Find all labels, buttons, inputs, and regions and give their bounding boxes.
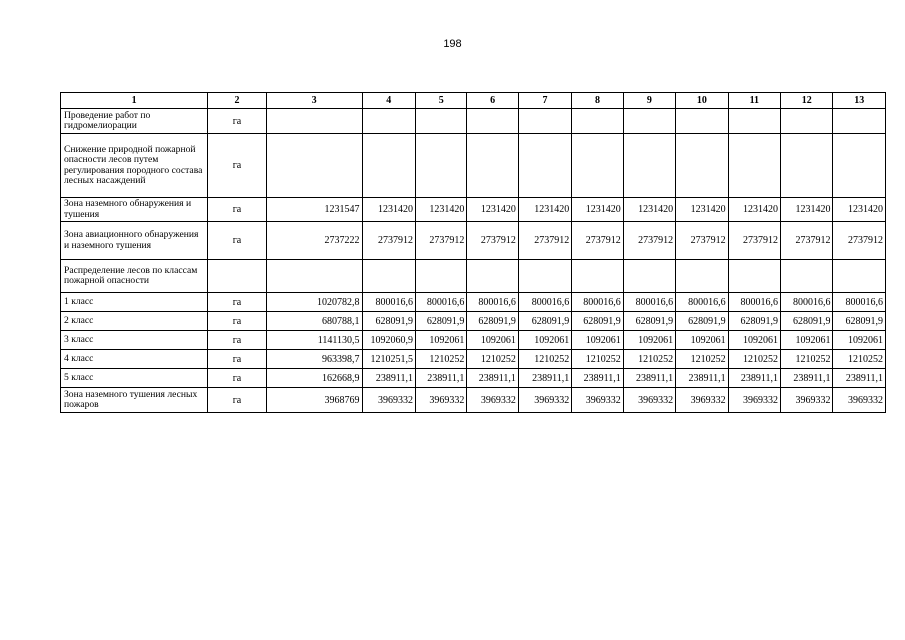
value-cell — [518, 109, 571, 134]
value-cell: 1231420 — [467, 198, 518, 222]
value-cell: 2737912 — [362, 222, 415, 260]
value-cell: 1210252 — [781, 350, 833, 369]
value-cell: 1210252 — [833, 350, 886, 369]
value-cell: 1210251,5 — [362, 350, 415, 369]
value-cell: 1092061 — [415, 331, 466, 350]
value-cell: 1231420 — [518, 198, 571, 222]
value-cell: 1231547 — [266, 198, 362, 222]
value-cell: 800016,6 — [728, 293, 780, 312]
value-cell: 3969332 — [781, 388, 833, 413]
value-cell: 3969332 — [467, 388, 518, 413]
value-cell — [781, 109, 833, 134]
value-cell: 800016,6 — [362, 293, 415, 312]
column-header-10: 10 — [676, 93, 728, 109]
value-cell: 1231420 — [833, 198, 886, 222]
value-cell: 162668,9 — [266, 369, 362, 388]
row-unit-cell: га — [208, 222, 266, 260]
value-cell — [676, 109, 728, 134]
value-cell — [676, 260, 728, 293]
value-cell — [266, 260, 362, 293]
value-cell: 1210252 — [728, 350, 780, 369]
value-cell: 1092061 — [676, 331, 728, 350]
column-header-13: 13 — [833, 93, 886, 109]
value-cell — [467, 109, 518, 134]
row-name-cell: 5 класс — [61, 369, 208, 388]
table-row — [61, 222, 886, 260]
value-cell — [623, 109, 675, 134]
row-name-cell: Зона наземного тушения лесных пожаров — [61, 388, 208, 413]
value-cell: 628091,9 — [728, 312, 780, 331]
value-cell: 1210252 — [623, 350, 675, 369]
value-cell: 1231420 — [781, 198, 833, 222]
value-cell — [728, 109, 780, 134]
row-name-cell: Распределение лесов по классам пожарной опасности — [61, 260, 208, 293]
value-cell: 963398,7 — [266, 350, 362, 369]
row-name-cell: Зона наземного обнаружения и тушения — [61, 198, 208, 222]
value-cell: 1092061 — [467, 331, 518, 350]
value-cell — [518, 260, 571, 293]
value-cell — [362, 134, 415, 198]
value-cell: 628091,9 — [518, 312, 571, 331]
column-header-3: 3 — [266, 93, 362, 109]
row-unit-cell: га — [208, 109, 266, 134]
value-cell — [572, 260, 623, 293]
value-cell: 3968769 — [266, 388, 362, 413]
row-unit-cell: га — [208, 312, 266, 331]
table-body — [61, 109, 886, 413]
table-row — [61, 260, 886, 293]
value-cell: 1210252 — [518, 350, 571, 369]
value-cell: 1020782,8 — [266, 293, 362, 312]
value-cell: 2737912 — [518, 222, 571, 260]
row-name-cell: Проведение работ по гидромелиорации — [61, 109, 208, 134]
value-cell — [362, 109, 415, 134]
row-name-cell: Снижение природной пожарной опасности лесов путем регулирования породного состава лесных насаждений — [61, 134, 208, 198]
value-cell — [467, 134, 518, 198]
column-header-6: 6 — [467, 93, 518, 109]
value-cell: 2737912 — [623, 222, 675, 260]
column-header-8: 8 — [572, 93, 623, 109]
value-cell: 238911,1 — [728, 369, 780, 388]
column-header-9: 9 — [623, 93, 675, 109]
value-cell — [623, 134, 675, 198]
value-cell: 238911,1 — [362, 369, 415, 388]
value-cell: 628091,9 — [362, 312, 415, 331]
value-cell: 3969332 — [415, 388, 466, 413]
value-cell — [518, 134, 571, 198]
table-row — [61, 388, 886, 413]
value-cell: 1231420 — [362, 198, 415, 222]
value-cell — [415, 109, 466, 134]
value-cell: 1231420 — [676, 198, 728, 222]
column-header-1: 1 — [61, 93, 208, 109]
table-row — [61, 293, 886, 312]
value-cell — [781, 260, 833, 293]
table-row — [61, 331, 886, 350]
row-unit-cell: га — [208, 369, 266, 388]
value-cell: 2737222 — [266, 222, 362, 260]
value-cell: 238911,1 — [623, 369, 675, 388]
value-cell: 1210252 — [467, 350, 518, 369]
value-cell: 1092061 — [572, 331, 623, 350]
table-row — [61, 109, 886, 134]
value-cell: 1092061 — [623, 331, 675, 350]
value-cell: 1210252 — [415, 350, 466, 369]
value-cell: 1210252 — [572, 350, 623, 369]
table-row — [61, 350, 886, 369]
value-cell — [362, 260, 415, 293]
table-row — [61, 198, 886, 222]
value-cell — [676, 134, 728, 198]
row-unit-cell — [208, 260, 266, 293]
value-cell: 680788,1 — [266, 312, 362, 331]
value-cell: 800016,6 — [676, 293, 728, 312]
value-cell: 3969332 — [728, 388, 780, 413]
row-name-cell: Зона авиационного обнаружения и наземного тушения — [61, 222, 208, 260]
row-unit-cell: га — [208, 350, 266, 369]
column-header-5: 5 — [415, 93, 466, 109]
value-cell: 628091,9 — [415, 312, 466, 331]
value-cell — [467, 260, 518, 293]
column-header-4: 4 — [362, 93, 415, 109]
value-cell: 1092060,9 — [362, 331, 415, 350]
row-unit-cell: га — [208, 134, 266, 198]
forest-fire-table — [60, 92, 886, 413]
value-cell: 2737912 — [415, 222, 466, 260]
value-cell: 628091,9 — [467, 312, 518, 331]
row-name-cell: 2 класс — [61, 312, 208, 331]
value-cell: 3969332 — [676, 388, 728, 413]
value-cell: 800016,6 — [467, 293, 518, 312]
value-cell: 800016,6 — [415, 293, 466, 312]
value-cell: 238911,1 — [572, 369, 623, 388]
row-unit-cell: га — [208, 331, 266, 350]
value-cell: 628091,9 — [623, 312, 675, 331]
value-cell: 800016,6 — [781, 293, 833, 312]
value-cell: 800016,6 — [518, 293, 571, 312]
value-cell: 800016,6 — [572, 293, 623, 312]
value-cell: 1092061 — [518, 331, 571, 350]
column-header-2: 2 — [208, 93, 266, 109]
value-cell: 3969332 — [362, 388, 415, 413]
value-cell — [728, 260, 780, 293]
row-unit-cell: га — [208, 198, 266, 222]
page-number: 198 — [443, 38, 462, 50]
column-header-12: 12 — [781, 93, 833, 109]
row-unit-cell: га — [208, 293, 266, 312]
value-cell — [415, 134, 466, 198]
value-cell: 2737912 — [781, 222, 833, 260]
value-cell — [833, 134, 886, 198]
value-cell — [572, 134, 623, 198]
table-row — [61, 134, 886, 198]
column-header-7: 7 — [518, 93, 571, 109]
value-cell: 1231420 — [728, 198, 780, 222]
header-row — [61, 93, 886, 109]
value-cell — [572, 109, 623, 134]
value-cell: 2737912 — [467, 222, 518, 260]
value-cell: 800016,6 — [833, 293, 886, 312]
value-cell — [833, 109, 886, 134]
value-cell: 628091,9 — [572, 312, 623, 331]
value-cell — [266, 109, 362, 134]
value-cell: 628091,9 — [781, 312, 833, 331]
value-cell: 1092061 — [833, 331, 886, 350]
value-cell: 238911,1 — [781, 369, 833, 388]
column-header-11: 11 — [728, 93, 780, 109]
value-cell: 3969332 — [623, 388, 675, 413]
value-cell: 2737912 — [572, 222, 623, 260]
value-cell: 1231420 — [623, 198, 675, 222]
value-cell: 1231420 — [415, 198, 466, 222]
value-cell: 238911,1 — [467, 369, 518, 388]
value-cell: 1141130,5 — [266, 331, 362, 350]
table-row — [61, 369, 886, 388]
table-row — [61, 312, 886, 331]
value-cell — [623, 260, 675, 293]
value-cell: 3969332 — [572, 388, 623, 413]
value-cell: 238911,1 — [833, 369, 886, 388]
value-cell: 2737912 — [833, 222, 886, 260]
value-cell: 1231420 — [572, 198, 623, 222]
value-cell: 238911,1 — [518, 369, 571, 388]
value-cell: 800016,6 — [623, 293, 675, 312]
value-cell: 3969332 — [833, 388, 886, 413]
value-cell: 2737912 — [728, 222, 780, 260]
value-cell: 2737912 — [676, 222, 728, 260]
row-unit-cell: га — [208, 388, 266, 413]
value-cell — [781, 134, 833, 198]
value-cell: 238911,1 — [676, 369, 728, 388]
value-cell — [728, 134, 780, 198]
value-cell — [833, 260, 886, 293]
value-cell: 1092061 — [728, 331, 780, 350]
row-name-cell: 4 класс — [61, 350, 208, 369]
value-cell: 628091,9 — [676, 312, 728, 331]
value-cell — [415, 260, 466, 293]
row-name-cell: 3 класс — [61, 331, 208, 350]
value-cell: 628091,9 — [833, 312, 886, 331]
value-cell — [266, 134, 362, 198]
value-cell: 238911,1 — [415, 369, 466, 388]
value-cell: 1092061 — [781, 331, 833, 350]
value-cell: 3969332 — [518, 388, 571, 413]
value-cell: 1210252 — [676, 350, 728, 369]
row-name-cell: 1 класс — [61, 293, 208, 312]
